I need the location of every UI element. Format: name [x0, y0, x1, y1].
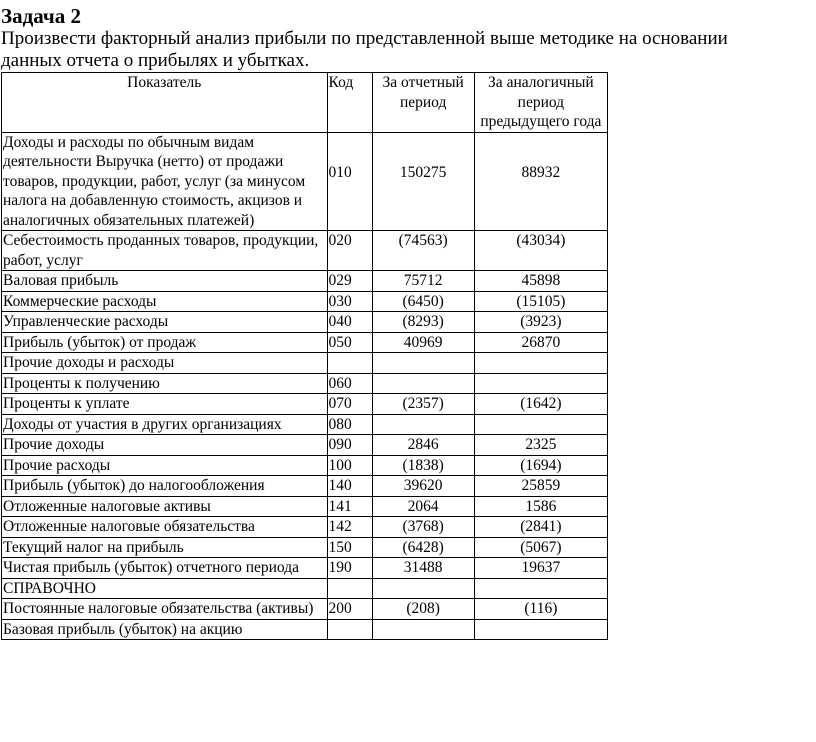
- table-row: [2, 537, 608, 558]
- task-title: Задача 2: [1, 4, 81, 28]
- row-indicator-cell: Отложенные налоговые обязательства: [2, 517, 328, 538]
- row-previous-cell: [474, 578, 607, 599]
- row-current-cell: (6428): [372, 537, 474, 558]
- row-indicator-cell: Доходы от участия в других организациях: [2, 414, 328, 435]
- row-previous-cell: 25859: [474, 476, 607, 497]
- table-header-row: [2, 73, 608, 133]
- row-code-cell: 150: [327, 537, 372, 558]
- row-code-cell: 020: [327, 231, 372, 271]
- row-indicator-cell: Чистая прибыль (убыток) отчетного периода: [2, 558, 328, 579]
- row-previous-cell: (43034): [474, 231, 607, 271]
- row-previous-cell: (1694): [474, 455, 607, 476]
- row-code-cell: 070: [327, 394, 372, 415]
- row-previous-cell: (1642): [474, 394, 607, 415]
- row-previous-cell: (2841): [474, 517, 607, 538]
- row-current-cell: (208): [372, 599, 474, 620]
- row-indicator-cell: Проценты к уплате: [2, 394, 328, 415]
- row-indicator-cell: Прочие доходы и расходы: [2, 353, 328, 374]
- table-body: [2, 132, 608, 640]
- table-row: [2, 373, 608, 394]
- table-row: [2, 291, 608, 312]
- row-current-cell: [372, 619, 474, 640]
- row-indicator-cell: Доходы и расходы по обычным видам деятельности Выручка (нетто) от продажи товаров, продукции, работ, услуг (за минусом налога на добавленную стоимость, акцизов и аналогичных обязательных платежей): [2, 132, 328, 231]
- row-code-cell: 141: [327, 496, 372, 517]
- table-row: [2, 476, 608, 497]
- table-row: [2, 599, 608, 620]
- row-current-cell: (8293): [372, 312, 474, 333]
- row-indicator-cell: Текущий налог на прибыль: [2, 537, 328, 558]
- table-row: [2, 517, 608, 538]
- row-previous-cell: [474, 353, 607, 374]
- table-row: [2, 619, 608, 640]
- row-current-cell: 31488: [372, 558, 474, 579]
- table-row: [2, 332, 608, 353]
- row-previous-cell: [474, 414, 607, 435]
- table-row: [2, 414, 608, 435]
- row-previous-cell: (116): [474, 599, 607, 620]
- row-current-cell: 40969: [372, 332, 474, 353]
- table-row: [2, 435, 608, 456]
- table-row: [2, 578, 608, 599]
- row-current-cell: [372, 414, 474, 435]
- row-previous-cell: [474, 373, 607, 394]
- row-previous-cell: (15105): [474, 291, 607, 312]
- row-current-cell: [372, 578, 474, 599]
- row-current-cell: (74563): [372, 231, 474, 271]
- row-code-cell: 100: [327, 455, 372, 476]
- row-current-cell: (6450): [372, 291, 474, 312]
- header-previous-period: За аналогичный период предыдущего года: [474, 73, 607, 133]
- row-code-cell: 140: [327, 476, 372, 497]
- row-code-cell: 090: [327, 435, 372, 456]
- table-row: [2, 394, 608, 415]
- row-code-cell: [327, 578, 372, 599]
- row-current-cell: (3768): [372, 517, 474, 538]
- row-indicator-cell: Прочие доходы: [2, 435, 328, 456]
- row-current-cell: [372, 353, 474, 374]
- task-description: Произвести факторный анализ прибыли по представленной выше методике на основании данных отчета о прибылях и убытках.: [1, 28, 728, 71]
- row-code-cell: 142: [327, 517, 372, 538]
- row-code-cell: [327, 353, 372, 374]
- row-code-cell: 030: [327, 291, 372, 312]
- row-code-cell: 010: [327, 132, 372, 231]
- table-row: [2, 496, 608, 517]
- row-code-cell: 190: [327, 558, 372, 579]
- row-indicator-cell: Прибыль (убыток) до налогообложения: [2, 476, 328, 497]
- row-previous-cell: [474, 619, 607, 640]
- row-code-cell: 060: [327, 373, 372, 394]
- row-previous-cell: 2325: [474, 435, 607, 456]
- row-code-cell: [327, 619, 372, 640]
- row-previous-cell: 26870: [474, 332, 607, 353]
- row-previous-cell: (5067): [474, 537, 607, 558]
- row-code-cell: 050: [327, 332, 372, 353]
- row-indicator-cell: Постоянные налоговые обязательства (активы): [2, 599, 328, 620]
- header-code: Код: [327, 73, 372, 133]
- row-indicator-cell: Себестоимость проданных товаров, продукции, работ, услуг: [2, 231, 328, 271]
- row-indicator-cell: СПРАВОЧНО: [2, 578, 328, 599]
- row-current-cell: 39620: [372, 476, 474, 497]
- row-previous-cell: (3923): [474, 312, 607, 333]
- row-previous-cell: 88932: [474, 132, 607, 231]
- table-row: [2, 132, 608, 231]
- row-current-cell: 75712: [372, 271, 474, 292]
- row-current-cell: (1838): [372, 455, 474, 476]
- table-row: [2, 231, 608, 271]
- row-current-cell: 150275: [372, 132, 474, 231]
- row-indicator-cell: Базовая прибыль (убыток) на акцию: [2, 619, 328, 640]
- row-current-cell: 2064: [372, 496, 474, 517]
- row-indicator-cell: Управленческие расходы: [2, 312, 328, 333]
- row-indicator-cell: Отложенные налоговые активы: [2, 496, 328, 517]
- row-code-cell: 040: [327, 312, 372, 333]
- row-indicator-cell: Прибыль (убыток) от продаж: [2, 332, 328, 353]
- table-row: [2, 455, 608, 476]
- row-indicator-cell: Коммерческие расходы: [2, 291, 328, 312]
- row-previous-cell: 19637: [474, 558, 607, 579]
- table-row: [2, 558, 608, 579]
- row-previous-cell: 45898: [474, 271, 607, 292]
- row-code-cell: 200: [327, 599, 372, 620]
- table-row: [2, 353, 608, 374]
- row-indicator-cell: Проценты к получению: [2, 373, 328, 394]
- row-code-cell: 029: [327, 271, 372, 292]
- table-row: [2, 271, 608, 292]
- profit-loss-table: [1, 72, 608, 640]
- row-indicator-cell: Прочие расходы: [2, 455, 328, 476]
- table-row: [2, 312, 608, 333]
- header-current-period: За отчетный период: [372, 73, 474, 133]
- row-code-cell: 080: [327, 414, 372, 435]
- header-indicator: Показатель: [2, 73, 328, 133]
- row-indicator-cell: Валовая прибыль: [2, 271, 328, 292]
- row-current-cell: 2846: [372, 435, 474, 456]
- row-previous-cell: 1586: [474, 496, 607, 517]
- row-current-cell: (2357): [372, 394, 474, 415]
- row-current-cell: [372, 373, 474, 394]
